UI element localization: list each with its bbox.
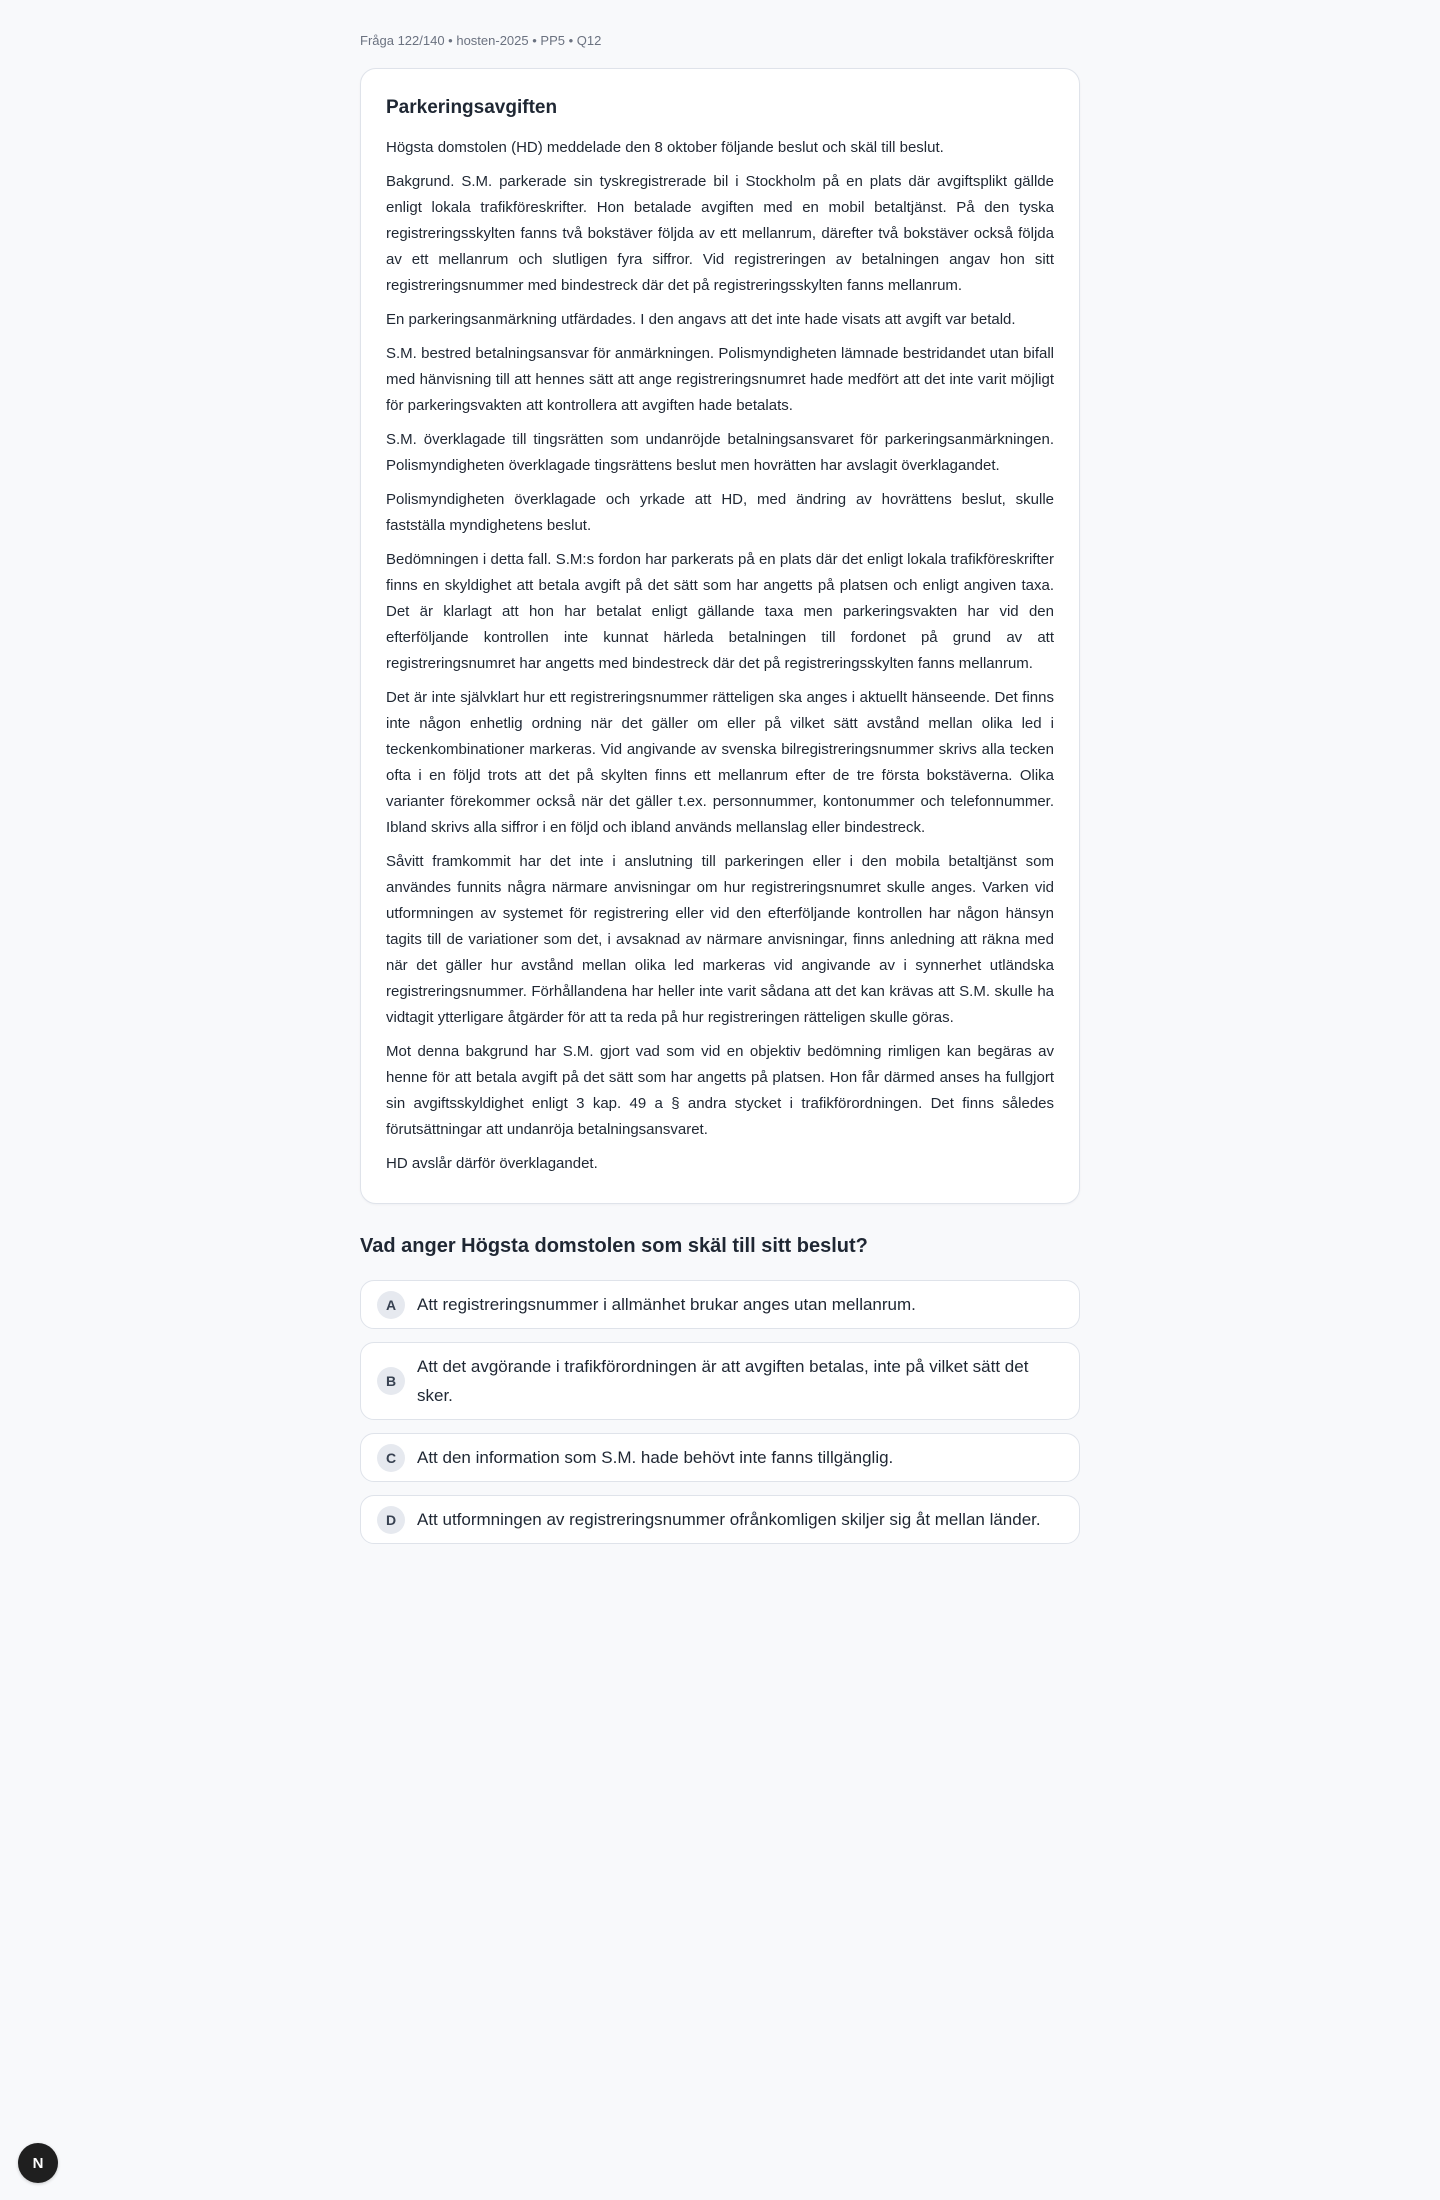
answer-option-a[interactable] <box>360 1280 1080 1329</box>
passage-paragraph: Bakgrund. S.M. parkerade sin tyskregistrerade bil i Stockholm på en plats där avgiftsplikt gällde enligt lokala trafikföreskrifter. Hon betalade avgiften med en mobil betaltjänst. På den tyska registreringsskylten fanns två bokstäver följda av ett mellanrum, därefter två bokstäver också följda av ett mellanrum och slutligen fyra siffror. Vid registreringen av betalningen angav hon sitt registreringsnummer med bindestreck där det på registreringsskylten fanns mellanrum. <box>386 173 1054 294</box>
option-text: Att registreringsnummer i allmänhet brukar anges utan mellanrum. <box>417 1295 916 1314</box>
question-text: Vad anger Högsta domstolen som skäl till sitt beslut? <box>360 1235 868 1257</box>
question-meta: Fråga 122/140 • hosten-2025 • PP5 • Q12 <box>360 33 602 48</box>
n-logo-icon: N <box>32 2154 44 2172</box>
answer-option-b[interactable] <box>360 1342 1080 1420</box>
passage-title: Parkeringsavgiften <box>386 97 558 118</box>
passage-paragraph: Såvitt framkommit har det inte i anslutning till parkeringen eller i den mobila betaltjänst som användes funnits några närmare anvisningar om hur registreringsnumret skulle anges. Varken vid utformningen av systemet för registrering eller vid den efterföljande kontrollen har någon hänsyn tagits till de variationer som det, i avsaknad av närmare anvisningar, finns anledning att räkna med när det gäller hur avstånd mellan olika led markeras vid angivande av i synnerhet utländska registreringsnummer. Förhållandena har heller inte varit sådana att det kan krävas att S.M. skulle ha vidtagit ytterligare åtgärder för att ta reda på hur registreringen rätteligen skulle göras. <box>386 853 1054 1026</box>
answer-option-c[interactable] <box>360 1433 1080 1482</box>
passage-paragraph: Bedömningen i detta fall. S.M:s fordon har parkerats på en plats där det enligt lokala trafikföreskrifter finns en skyldighet att betala avgift på det sätt som har angetts på platsen och enligt angiven taxa. Det är klarlagt att hon har betalat enligt gällande taxa men parkeringsvakten har vid den efterföljande kontrollen inte kunnat härleda betalningen till fordonet på grund av att registreringsnumret har angetts med bindestreck där det på registreringsskylten fanns mellanrum. <box>386 551 1054 672</box>
passage-paragraph: Mot denna bakgrund har S.M. gjort vad som vid en objektiv bedömning rimligen kan begäras av henne för att betala avgift på det sätt som har angetts på platsen. Hon får därmed anses ha fullgjort sin avgiftsskyldighet enligt 3 kap. 49 a § andra stycket i trafikförordningen. Det finns således förutsättningar att undanröja betalningsansvaret. <box>386 1043 1054 1138</box>
passage-paragraph: En parkeringsanmärkning utfärdades. I den angavs att det inte hade visats att avgift var betald. <box>386 311 1016 328</box>
passage-paragraph: Polismyndigheten överklagade och yrkade att HD, med ändring av hovrättens beslut, skulle fastställa myndighetens beslut. <box>386 491 1054 534</box>
option-letter-badge: D <box>377 1506 405 1534</box>
answer-option-d[interactable] <box>360 1495 1080 1544</box>
option-text: Att den information som S.M. hade behövt inte fanns tillgänglig. <box>417 1448 894 1467</box>
option-letter-badge: A <box>377 1291 405 1319</box>
option-text: Att det avgörande i trafikförordningen är att avgiften betalas, inte på vilket sätt det sker. <box>417 1357 1029 1405</box>
passage-paragraph: S.M. överklagade till tingsrätten som undanröjde betalningsansvaret för parkeringsanmärkningen. Polismyndigheten överklagade tingsrättens beslut men hovrätten har avslagit överklagandet. <box>386 431 1054 474</box>
main-content <box>360 30 1080 1557</box>
option-text: Att utformningen av registreringsnummer ofrånkomligen skiljer sig åt mellan länder. <box>417 1510 1041 1529</box>
passage-paragraph: Det är inte självklart hur ett registreringsnummer rätteligen ska anges i aktuellt hänseende. Det finns inte någon enhetlig ordning när det gäller om eller på vilket sätt avstånd mellan olika led i teckenkombinationer markeras. Vid angivande av svenska bilregistreringsnummer skrivs alla tecken ofta i en följd trots att det på skylten finns ett mellanrum efter de tre första bokstäverna. Olika varianter förekommer också när det gäller t.ex. personnummer, kontonummer och telefonnummer. Ibland skrivs alla siffror i en följd och ibland används mellanslag eller bindestreck. <box>386 689 1054 836</box>
passage-card <box>360 68 1080 1204</box>
passage-paragraph: S.M. bestred betalningsansvar för anmärkningen. Polismyndigheten lämnade bestridandet utan bifall med hänvisning till att hennes sätt att ange registreringsnumret hade medfört att det inte varit möjligt för parkeringsvakten att kontrollera att avgiften hade betalats. <box>386 345 1054 414</box>
option-letter-badge: C <box>377 1444 405 1472</box>
passage-paragraph: HD avslår därför överklagandet. <box>386 1155 598 1172</box>
passage-paragraph: Högsta domstolen (HD) meddelade den 8 oktober följande beslut och skäl till beslut. <box>386 139 944 156</box>
answer-options <box>360 1280 1080 1544</box>
option-letter-badge: B <box>377 1367 405 1395</box>
floating-n-button[interactable] <box>18 2143 58 2183</box>
